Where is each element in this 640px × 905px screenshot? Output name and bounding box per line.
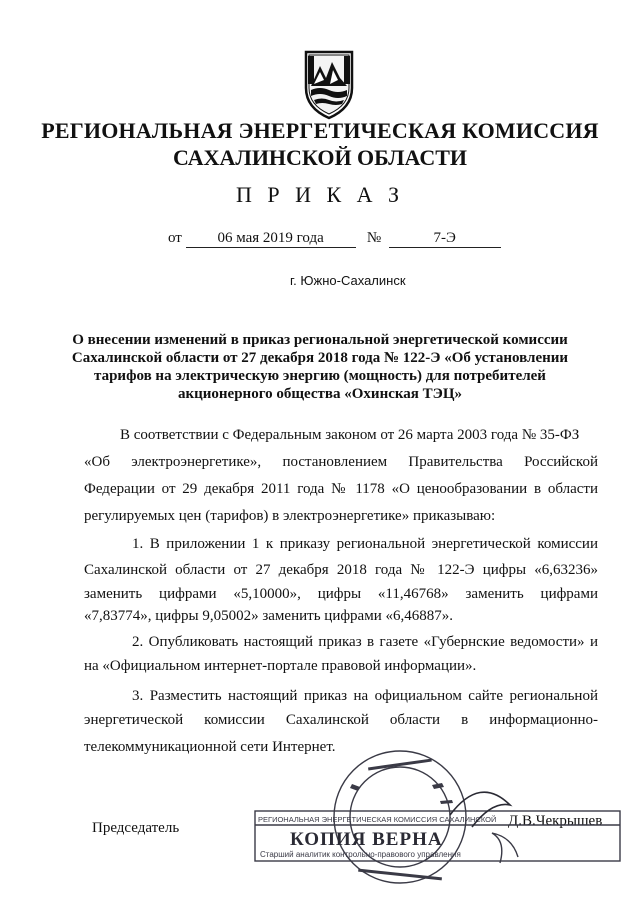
city-name: г. Южно-Сахалинск xyxy=(290,273,406,288)
signatory-name: Д.В.Чекрышев xyxy=(508,813,603,829)
subject-line: тарифов на электрическую энергию (мощность) для потребителей xyxy=(94,368,546,384)
document-number: 7-Э xyxy=(389,230,501,248)
document-date: 06 мая 2019 года xyxy=(186,230,356,248)
document-type-title: П Р И К А З xyxy=(235,182,405,207)
body-line: В соответствии с Федеральным законом от 26 марта 2003 года № 35-ФЗ xyxy=(120,427,580,443)
body-line: заменить цифрами «5,10000», цифры «11,46768» заменить цифрами xyxy=(84,586,598,602)
body-line: на «Официальном интернет-портале правовой информации». xyxy=(84,658,477,674)
body-line: телекоммуникационной сети Интернет. xyxy=(84,739,336,755)
signatory-title: Председатель xyxy=(92,820,180,836)
body-line: Сахалинской области от 27 декабря 2018 года № 122-Э цифры «6,63236» xyxy=(84,562,598,578)
stamp-position: Старший аналитик контрольно-правового управления xyxy=(260,850,461,859)
stamp-copy-label: КОПИЯ ВЕРНА xyxy=(290,829,443,850)
body-line: 1. В приложении 1 к приказу региональной энергетической комиссии xyxy=(132,536,598,552)
body-line: 3. Разместить настоящий приказ на официальном сайте региональной xyxy=(132,688,598,704)
body-line: «7,83774», цифры 9,05002» заменить цифрами «6,46887». xyxy=(84,608,453,624)
number-prefix: № xyxy=(366,230,382,246)
subject-line: О внесении изменений в приказ региональной энергетической комиссии xyxy=(72,332,568,348)
body-line: энергетической комиссии Сахалинской области в информационно- xyxy=(84,712,598,728)
coat-of-arms-icon xyxy=(300,48,358,120)
subject-line: акционерного общества «Охинская ТЭЦ» xyxy=(177,386,463,402)
copy-stamp xyxy=(250,745,625,900)
stamp-header: РЕГИОНАЛЬНАЯ ЭНЕРГЕТИЧЕСКАЯ КОМИССИЯ САХАЛИНСКОЙ xyxy=(258,815,497,824)
body-line: «Об электроэнергетике», постановлением Правительства Российской xyxy=(84,454,598,470)
organization-name-line1: РЕГИОНАЛЬНАЯ ЭНЕРГЕТИЧЕСКАЯ КОМИССИЯ xyxy=(41,118,599,143)
body-line: регулируемых цен (тарифов) в электроэнергетике» приказываю: xyxy=(84,508,496,524)
date-number-row xyxy=(168,230,501,248)
body-line: 2. Опубликовать настоящий приказ в газете «Губернские ведомости» и xyxy=(132,634,598,650)
body-line: Федерации от 29 декабря 2011 года № 1178 «О ценообразовании в области xyxy=(84,481,598,497)
subject-line: Сахалинской области от 27 декабря 2018 года № 122-Э «Об установлении xyxy=(71,350,569,366)
date-prefix: от xyxy=(168,230,182,246)
organization-name-line2: САХАЛИНСКОЙ ОБЛАСТИ xyxy=(172,145,468,170)
